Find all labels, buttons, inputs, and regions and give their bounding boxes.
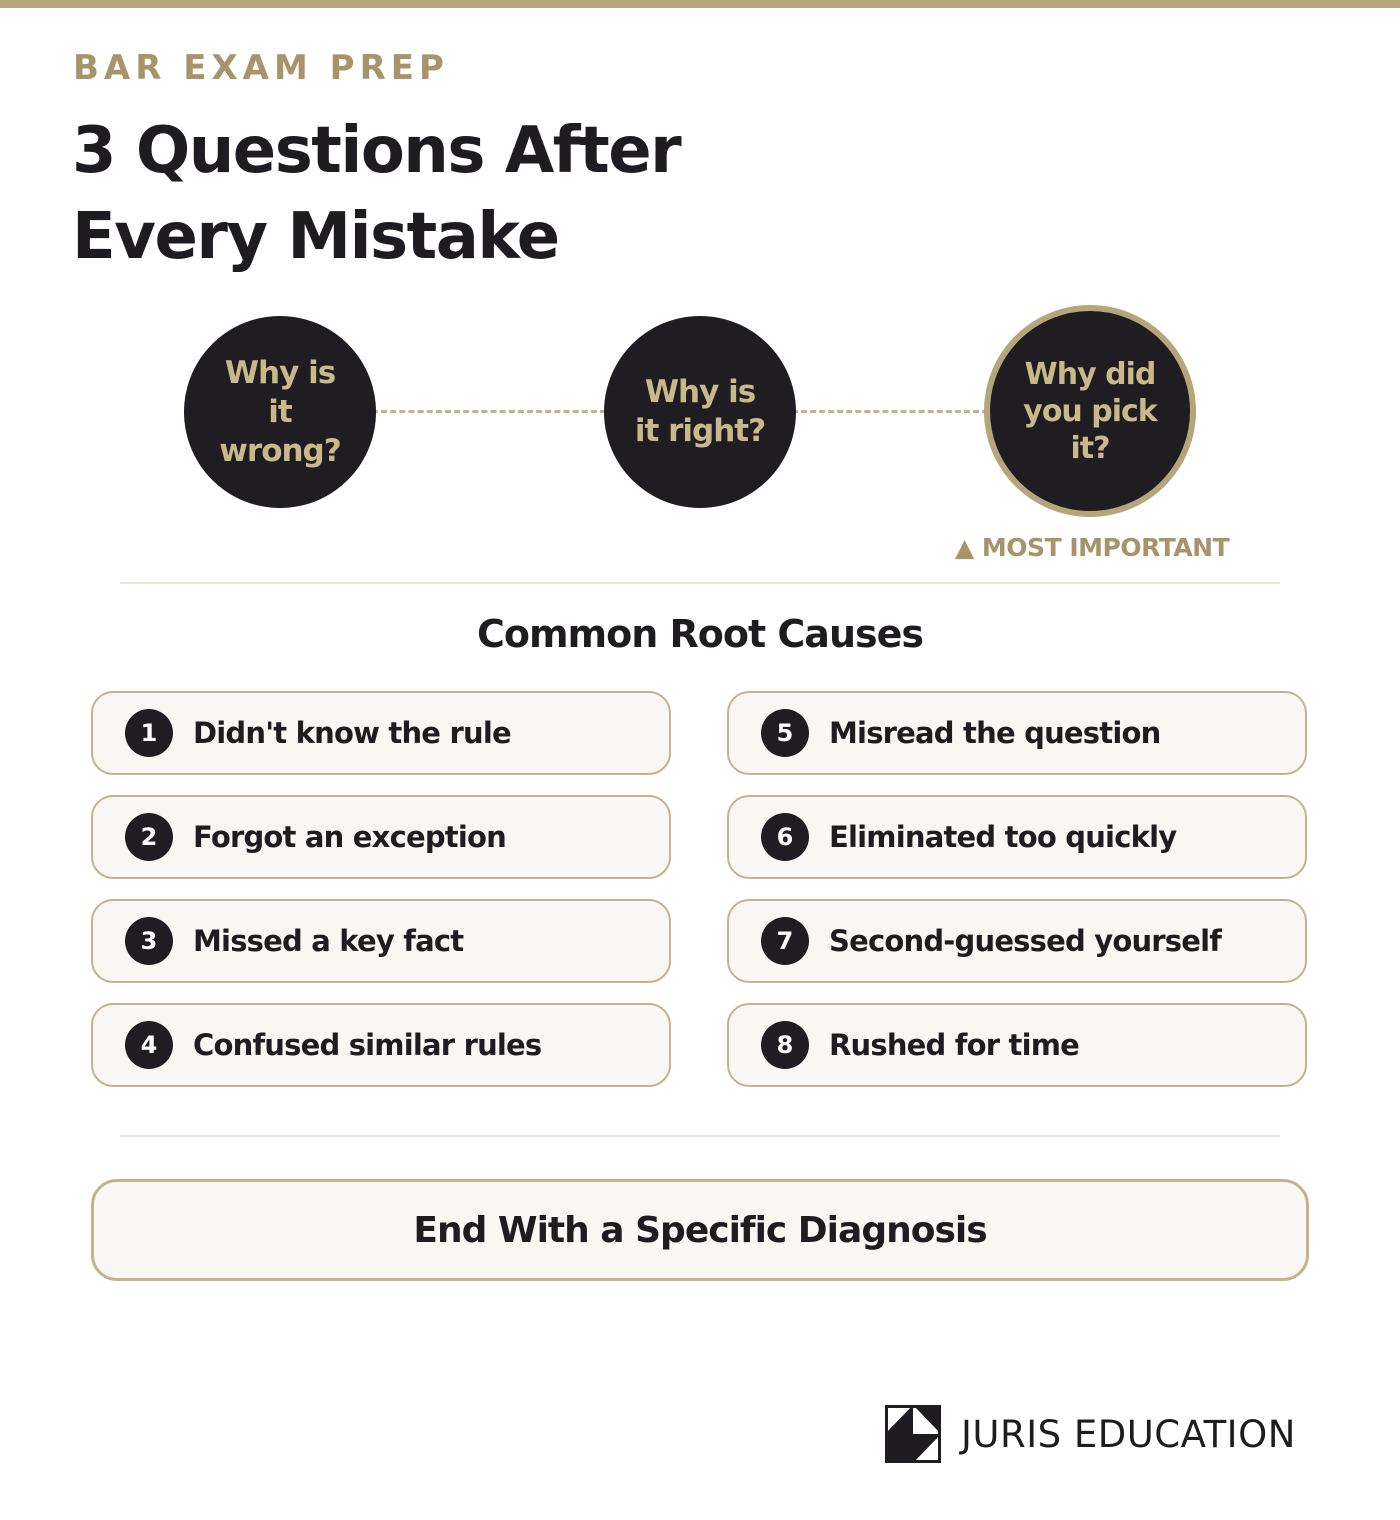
- cause-label: Rushed for time: [829, 1028, 1080, 1062]
- cause-card: [91, 691, 671, 775]
- cause-card: [727, 1003, 1307, 1087]
- question-label: Why is it wrong?: [219, 354, 341, 469]
- cause-card: [727, 795, 1307, 879]
- cause-number-badge: 1: [125, 709, 173, 757]
- cause-number-badge: 8: [761, 1021, 809, 1069]
- diagnosis-banner: End With a Specific Diagnosis: [91, 1179, 1309, 1281]
- dashed-connector: [372, 410, 606, 413]
- cause-card: [727, 691, 1307, 775]
- brand-name: JURIS EDUCATION: [961, 1412, 1296, 1456]
- question-circle-wrong: [184, 316, 376, 508]
- cause-card: [91, 899, 671, 983]
- cause-label: Eliminated too quickly: [829, 820, 1177, 854]
- dashed-connector: [792, 410, 988, 413]
- cause-label: Didn't know the rule: [193, 716, 511, 750]
- juris-logo-icon: [885, 1405, 941, 1463]
- cause-label: Misread the question: [829, 716, 1161, 750]
- cause-label: Missed a key fact: [193, 924, 464, 958]
- cause-card: [91, 1003, 671, 1087]
- cause-number-badge: 6: [761, 813, 809, 861]
- question-label: Why did you pick it?: [1023, 356, 1157, 466]
- cause-label: Confused similar rules: [193, 1028, 542, 1062]
- cause-card: [91, 795, 671, 879]
- cause-number-badge: 2: [125, 813, 173, 861]
- cause-label: Second-guessed yourself: [829, 924, 1222, 958]
- question-circle-right: [604, 316, 796, 508]
- divider: [120, 582, 1280, 584]
- cause-number-badge: 5: [761, 709, 809, 757]
- question-circle-pick: [984, 305, 1196, 517]
- cause-number-badge: 3: [125, 917, 173, 965]
- page-title: 3 Questions After Every Mistake: [72, 114, 681, 274]
- cause-number-badge: 4: [125, 1021, 173, 1069]
- cause-number-badge: 7: [761, 917, 809, 965]
- eyebrow-label: BAR EXAM PREP: [73, 48, 449, 88]
- cause-label: Forgot an exception: [193, 820, 506, 854]
- top-accent-bar: [0, 0, 1400, 8]
- divider: [120, 1135, 1280, 1137]
- brand-lockup: [885, 1405, 1296, 1463]
- cause-card: [727, 899, 1307, 983]
- section-title: Common Root Causes: [476, 612, 924, 656]
- question-label: Why is it right?: [634, 374, 766, 449]
- most-important-label: ▲ MOST IMPORTANT: [955, 533, 1230, 562]
